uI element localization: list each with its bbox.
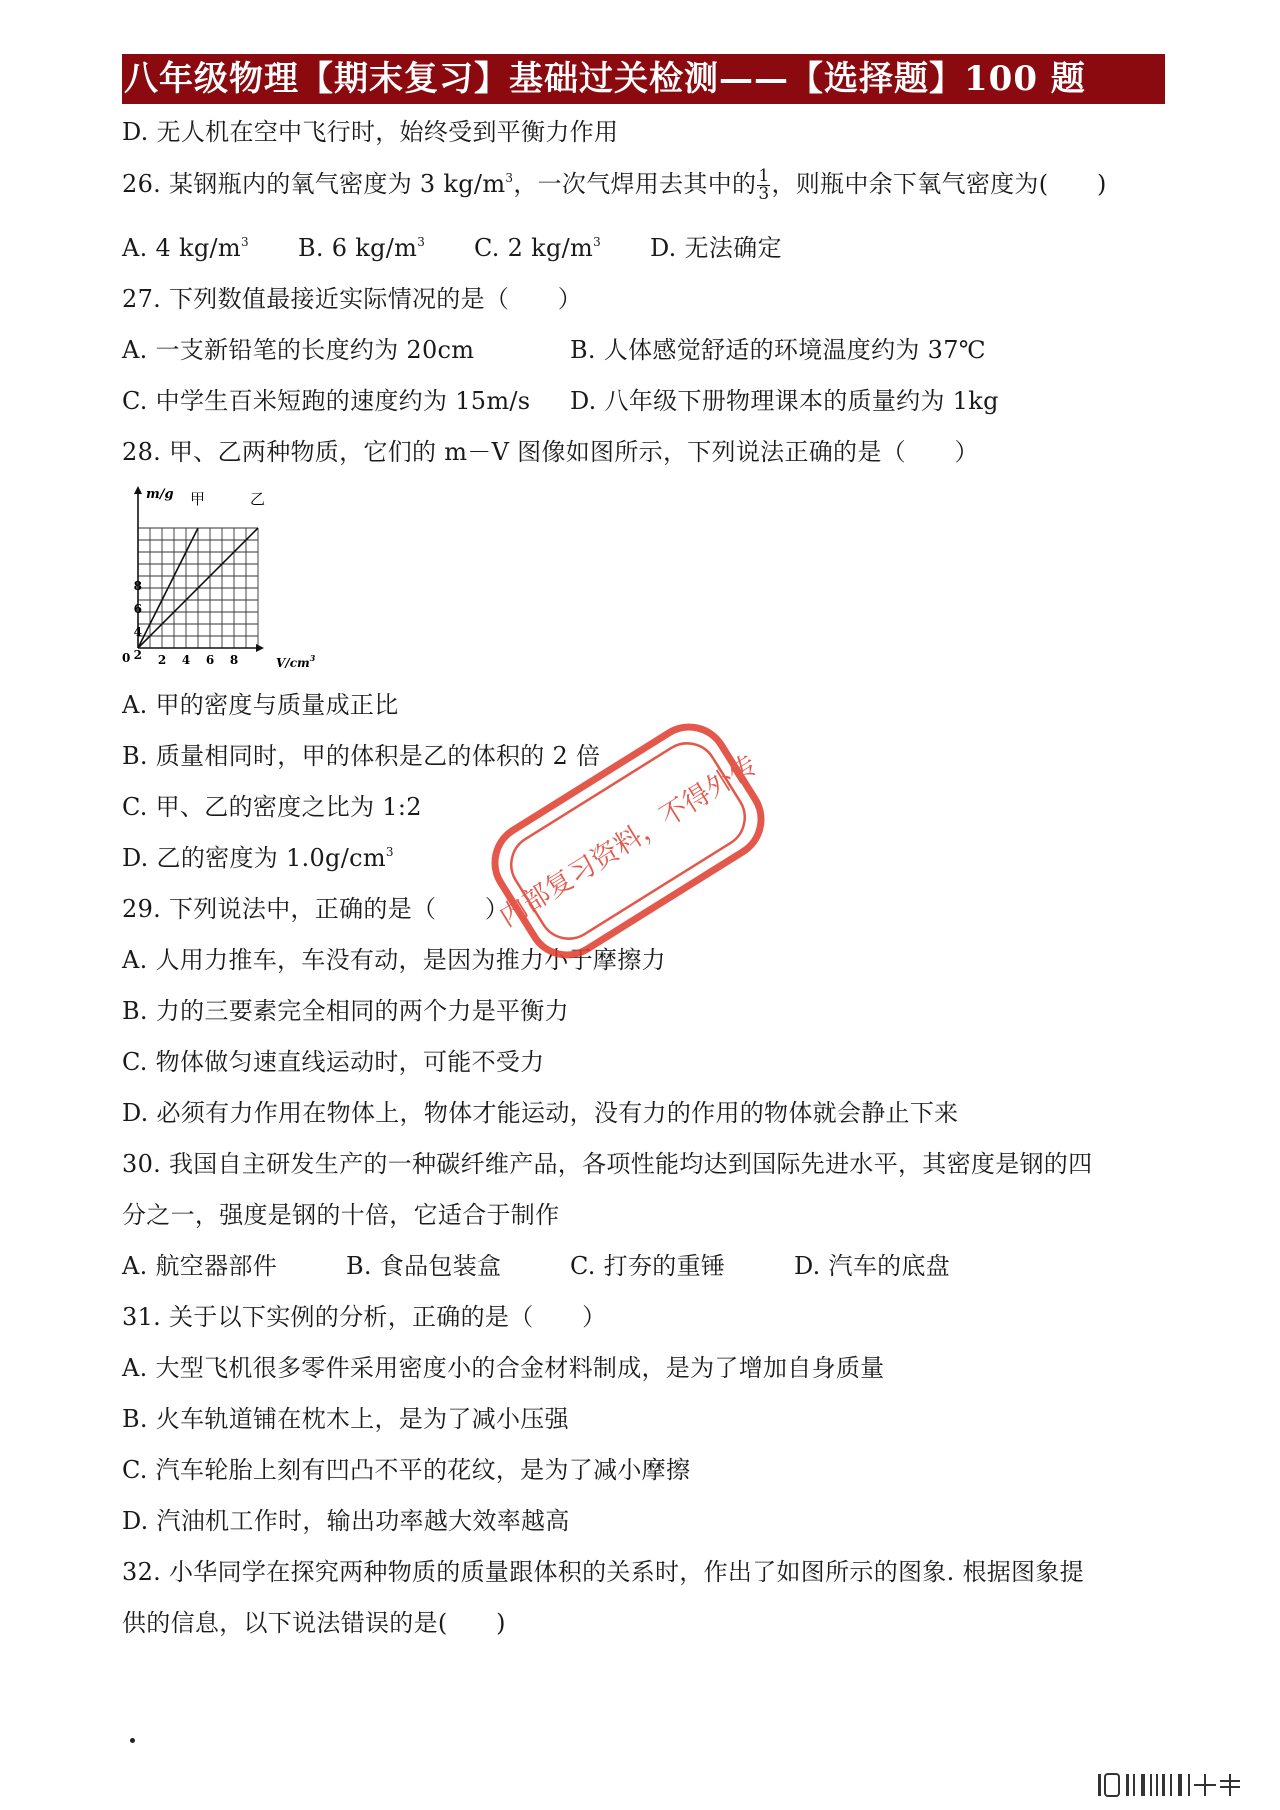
page-header-banner <box>122 54 1165 104</box>
mass-volume-graph <box>118 484 328 674</box>
q28-option-b: B. 质量相同时，甲的体积是乙的体积的 2 倍 <box>122 742 601 770</box>
x-tick-label: 8 <box>229 653 239 667</box>
label-jia: 甲 <box>190 490 206 508</box>
q31-option-d: D. 汽油机工作时，输出功率越大效率越高 <box>122 1507 570 1535</box>
q27-option-d: D. 八年级下册物理课本的质量约为 1kg <box>570 387 999 415</box>
q30-option-a: A. 航空器部件 <box>122 1252 277 1280</box>
q28-option-d: D. 乙的密度为 $1.0g/cm^3$ <box>122 844 394 872</box>
fraction-one-third: $\frac{1}{3}$ <box>758 166 770 204</box>
x-axis-label: $V/cm^3$ <box>276 653 316 670</box>
page-dot <box>130 1738 135 1743</box>
origin-label: 0 <box>122 651 131 665</box>
x-tick-label: 2 <box>157 653 167 667</box>
stamp-text: 内部复习资料，不得外传 <box>494 749 763 934</box>
x-tick-label: 4 <box>181 653 191 667</box>
y-tick-label: 4 <box>133 625 142 639</box>
q26-option-c: C. 2 $kg/m^3$ <box>474 234 602 262</box>
q26-option-b: B. 6 $kg/m^3$ <box>298 234 426 262</box>
q29-option-b: B. 力的三要素完全相同的两个力是平衡力 <box>122 997 569 1025</box>
graph-axes <box>134 486 264 652</box>
q30-stem-line1: 30. 我国自主研发生产的一种碳纤维产品，各项性能均达到国际先进水平，其密度是钢的四 <box>122 1150 1093 1178</box>
q26-option-d: D. 无法确定 <box>650 234 782 262</box>
y-tick-label: 6 <box>133 602 142 616</box>
q29-option-c: C. 物体做匀速直线运动时，可能不受力 <box>122 1048 545 1076</box>
q27-option-b: B. 人体感觉舒适的环境温度约为 37℃ <box>570 336 986 364</box>
q31-option-b: B. 火车轨道铺在枕木上，是为了减小压强 <box>122 1405 569 1433</box>
q30-option-c: C. 打夯的重锤 <box>570 1252 726 1280</box>
q27-stem: 27. 下列数值最接近实际情况的是（ ） <box>122 285 583 313</box>
y-tick-label: 2 <box>133 648 142 662</box>
q28-option-c: C. 甲、乙的密度之比为 1:2 <box>122 793 422 821</box>
q30-option-b: B. 食品包装盒 <box>346 1252 502 1280</box>
q31-stem: 31. 关于以下实例的分析，正确的是（ ） <box>122 1303 607 1331</box>
q27-option-a: A. 一支新铅笔的长度约为 20cm <box>122 336 475 364</box>
q25-option-d: D. 无人机在空中飞行时，始终受到平衡力作用 <box>122 118 619 146</box>
q27-option-c: C. 中学生百米短跑的速度约为 15m/s <box>122 387 531 415</box>
barcode-mark <box>1098 1772 1258 1798</box>
q29-stem: 29. 下列说法中，正确的是（ ） <box>122 895 510 923</box>
y-axis-label: m/g <box>146 487 174 502</box>
label-yi: 乙 <box>250 490 266 508</box>
q29-option-d: D. 必须有力作用在物体上，物体才能运动，没有力的作用的物体就会静止下来 <box>122 1099 959 1127</box>
q32-stem-line2: 供的信息，以下说法错误的是( ) <box>122 1609 506 1637</box>
q26-option-a: A. 4 $kg/m^3$ <box>122 234 249 262</box>
q30-option-d: D. 汽车的底盘 <box>794 1252 951 1280</box>
page-title: 八年级物理【期末复习】基础过关检测——【选择题】100 题 <box>124 59 1086 99</box>
q28-stem: 28. 甲、乙两种物质，它们的 m－V 图像如图所示，下列说法正确的是（ ） <box>122 438 979 466</box>
q28-option-a: A. 甲的密度与质量成正比 <box>122 691 399 719</box>
q31-option-c: C. 汽车轮胎上刻有凹凸不平的花纹，是为了减小摩擦 <box>122 1456 691 1484</box>
x-tick-label: 6 <box>205 653 215 667</box>
q32-stem-line1: 32. 小华同学在探究两种物质的质量跟体积的关系时，作出了如图所示的图象. 根据图象提 <box>122 1558 1084 1586</box>
q26-stem: 26. 某钢瓶内的氧气密度为 3 $kg/m^3$，一次气焊用去其中的 $\frac{1}{3}$ ，则瓶中余下氧气密度为( ) <box>122 166 1107 204</box>
q29-option-a: A. 人用力推车，车没有动，是因为推力小于摩擦力 <box>122 946 666 974</box>
q30-stem-line2: 分之一，强度是钢的十倍，它适合于制作 <box>122 1201 560 1229</box>
q31-option-a: A. 大型飞机很多零件采用密度小的合金材料制成，是为了增加自身质量 <box>122 1354 885 1382</box>
y-tick-label: 8 <box>133 579 142 593</box>
